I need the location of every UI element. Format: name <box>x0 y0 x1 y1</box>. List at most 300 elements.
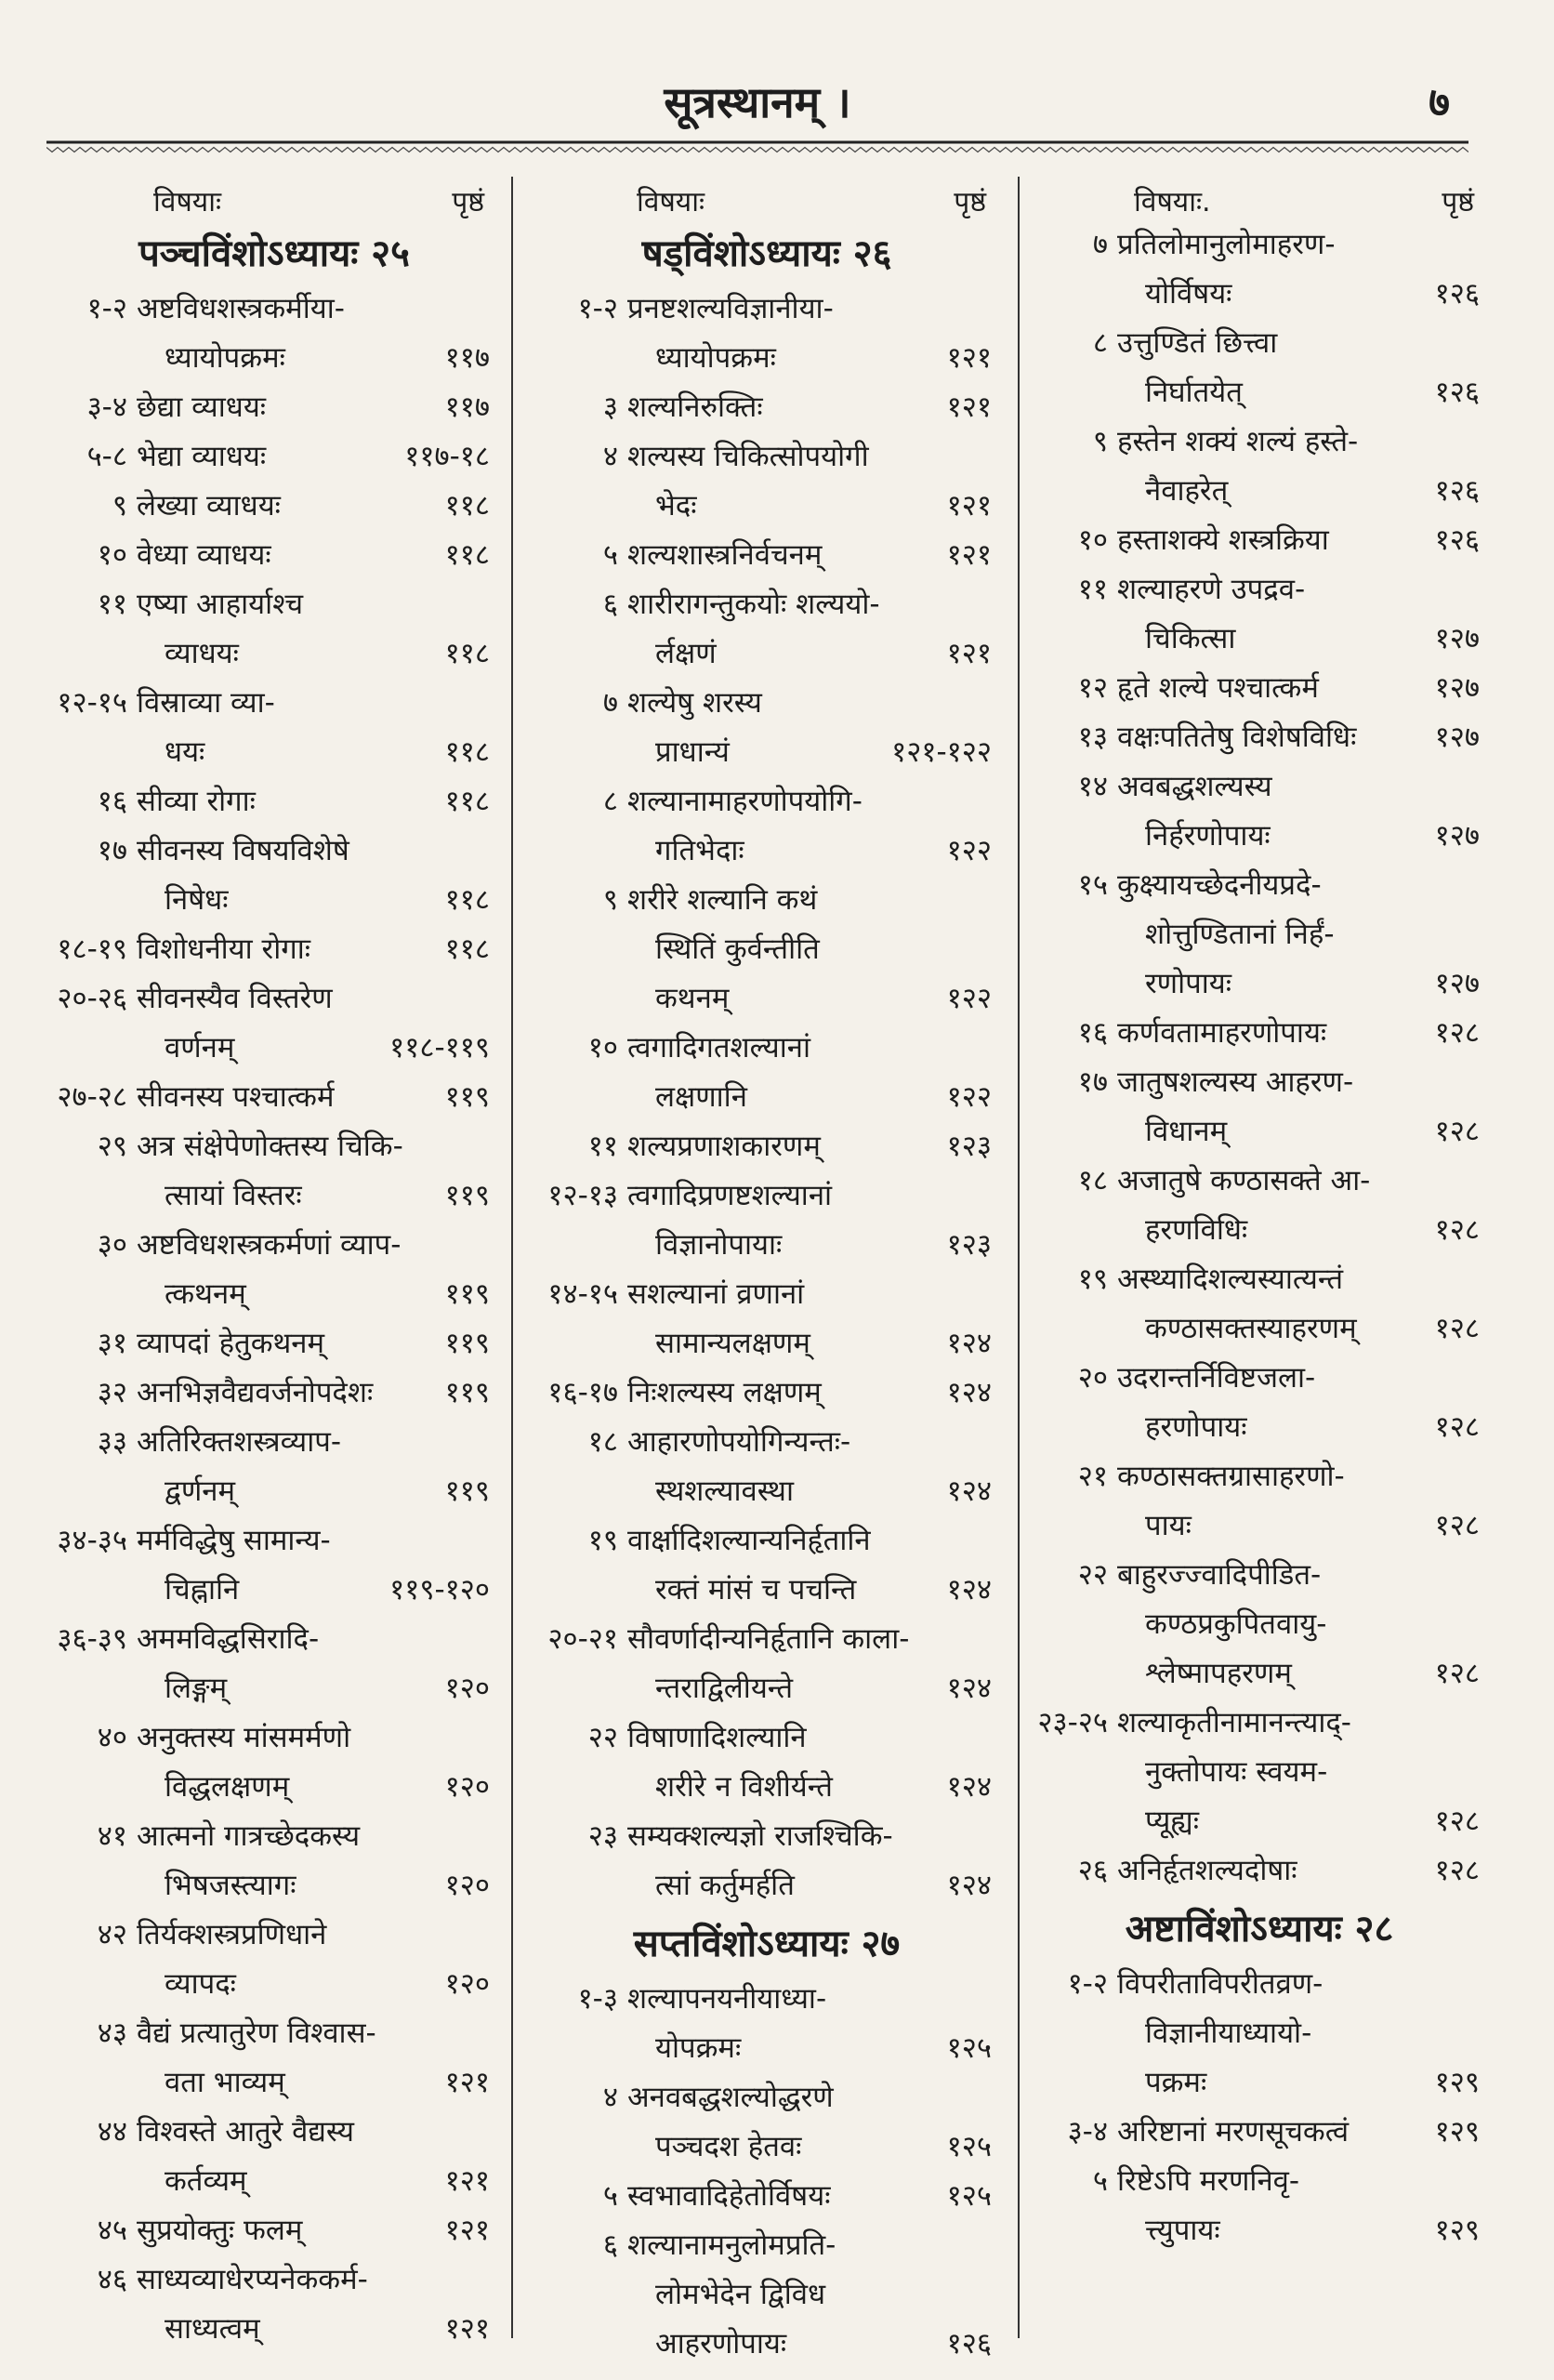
entry-line <box>525 1516 1008 1566</box>
entry-page: १२१ <box>444 2066 490 2099</box>
entry-line <box>525 2122 1008 2172</box>
entry-text: प्रतिलोमानुलोमाहरण- <box>1117 228 1336 261</box>
entry-text: विस्राव्या व्या- <box>137 686 275 720</box>
entry-page: १२७ <box>1434 671 1480 705</box>
entry-number: २७-२८ <box>57 1080 127 1114</box>
entry-line <box>1022 1255 1496 1304</box>
entry-line <box>42 432 507 482</box>
entry-text: शल्याकृतीनामानन्त्याद्- <box>1117 1706 1351 1739</box>
entry-text: तिर्यक्शस्त्रप्रणिधाने <box>137 1918 327 1951</box>
entry-text: साध्यत्वम् <box>165 2312 260 2346</box>
entry-text: निर्हरणोपायः <box>1145 819 1271 853</box>
index-entry <box>42 1516 507 1615</box>
index-entry <box>1022 2157 1496 2255</box>
entry-number: २२ <box>587 1721 618 1754</box>
entry-text: एष्या आहार्याश्च <box>137 588 304 621</box>
entry-line <box>42 2255 507 2305</box>
entry-number: ६ <box>602 2228 618 2262</box>
entry-text: श्लेष्मापहरणम् <box>1145 1657 1292 1690</box>
entry-number: ९ <box>112 489 127 522</box>
entry-line <box>42 728 507 777</box>
page-header <box>46 56 1468 139</box>
entry-text: द्वर्णनम् <box>165 1474 235 1508</box>
index-entry <box>1022 1354 1496 1452</box>
entry-line <box>1022 1403 1496 1452</box>
entry-number: १७ <box>97 834 127 867</box>
entry-page: ११७ <box>444 341 490 375</box>
entry-text: विषाणादिशल्यानि <box>627 1721 807 1754</box>
entry-text: अतिरिक्तशस्त्रव्याप- <box>137 1425 342 1459</box>
index-entry <box>525 1812 1008 1911</box>
entry-line <box>42 2157 507 2206</box>
entry-text: पञ्चदश हेतवः <box>655 2130 802 2163</box>
entry-line <box>525 580 1008 629</box>
entry-text: त्वगादिप्रणष्टशल्यानां <box>627 1179 833 1212</box>
entry-text: पायः <box>1145 1509 1192 1542</box>
entry-line <box>42 1713 507 1763</box>
entry-line <box>1022 368 1496 417</box>
index-entry <box>525 1975 1008 2073</box>
entry-line <box>42 1812 507 1861</box>
index-entry <box>525 531 1008 580</box>
subject-label: विषयाः <box>153 186 222 218</box>
entry-number: २३ <box>587 1819 618 1853</box>
entry-line <box>1022 2108 1496 2157</box>
entry-text: व्यापदां हेतुकथनम् <box>137 1327 325 1360</box>
index-entry <box>525 1713 1008 1812</box>
entry-line <box>525 531 1008 580</box>
entry-text: कण्ठप्रकुपितवायु- <box>1145 1607 1327 1641</box>
entry-text: रिष्टेऽपि मरणनिवृ- <box>1117 2164 1300 2198</box>
entry-number: ३४-३५ <box>57 1524 127 1557</box>
index-entry <box>1022 319 1496 417</box>
entry-line <box>525 1566 1008 1615</box>
entry-page: ११८ <box>444 489 490 522</box>
entry-text: वर्णनम् <box>165 1031 235 1064</box>
index-entry <box>42 2206 507 2255</box>
entry-text: लिङ्गम् <box>165 1672 228 1705</box>
entry-page: १२४ <box>946 1869 992 1902</box>
entry-number: १० <box>1077 523 1108 557</box>
entry-page: ११८ <box>444 637 490 670</box>
index-entry <box>525 284 1008 383</box>
entry-page: १२७ <box>1434 622 1480 655</box>
entry-text: भिषजस्त्यागः <box>165 1869 296 1902</box>
header-rule <box>46 139 1468 154</box>
entry-line <box>525 679 1008 728</box>
index-entry <box>1022 713 1496 762</box>
entry-page: १२६ <box>1434 277 1480 311</box>
entry-line <box>1022 1452 1496 1501</box>
entry-page: १२४ <box>946 1573 992 1606</box>
index-entry <box>42 974 507 1073</box>
page-label: पृष्ठं <box>452 186 484 218</box>
entry-line <box>525 1171 1008 1221</box>
entry-text: लक्षणानि <box>655 1080 747 1114</box>
entry-number: ३१ <box>97 1327 127 1360</box>
entry-page: १२९ <box>1434 2115 1480 2149</box>
entry-text: भेदः <box>655 489 697 522</box>
entry-text: आत्मनो गात्रच्छेदकस्य <box>137 1819 361 1853</box>
entry-text: उदरान्तर्निविष्टजला- <box>1117 1361 1316 1395</box>
entry-number: ४४ <box>97 2115 127 2149</box>
entry-text: प्राधान्यं <box>655 735 730 769</box>
entry-number: ३६-३९ <box>57 1622 127 1656</box>
index-entry <box>1022 1960 1496 2108</box>
entry-text: छेद्या व्याधयः <box>137 390 267 424</box>
entry-line <box>42 1270 507 1319</box>
entry-line <box>1022 270 1496 319</box>
entry-line <box>42 284 507 334</box>
entry-line <box>1022 2206 1496 2255</box>
entry-number: ३-४ <box>86 390 127 424</box>
entry-number: ७ <box>602 686 618 720</box>
entry-text: लोमभेदेन द्विविध <box>655 2278 826 2311</box>
entry-text: शल्याहरणे उपद्रव- <box>1117 573 1306 606</box>
entry-text: अनुक्तस्य मांसमर्मणो <box>137 1721 351 1754</box>
entry-line <box>1022 417 1496 467</box>
entry-text: त्सां कर्तुमर्हति <box>655 1869 795 1902</box>
entry-text: स्वभावादिहेतोर्विषयः <box>627 2179 831 2213</box>
entry-page: १२८ <box>1434 1115 1480 1148</box>
index-entry <box>42 482 507 531</box>
entry-text: योर्विषयः <box>1145 277 1232 311</box>
entry-line <box>42 679 507 728</box>
chapter-heading: अष्टाविंशोऽध्यायः २८ <box>1125 1908 1394 1950</box>
index-entry <box>525 383 1008 432</box>
entry-page: १२९ <box>1434 2066 1480 2099</box>
entry-page: १२८ <box>1434 1213 1480 1247</box>
entry-line <box>1022 664 1496 713</box>
index-entry <box>1022 1551 1496 1699</box>
index-entry <box>525 876 1008 1024</box>
entry-page: १२४ <box>946 1376 992 1409</box>
index-entry <box>42 1221 507 1319</box>
entry-text: ध्यायोपक्रमः <box>165 341 285 375</box>
entry-number: १८ <box>1077 1164 1108 1197</box>
entry-page: १२२ <box>946 1080 992 1114</box>
index-entry <box>42 826 507 925</box>
entry-line <box>42 1664 507 1713</box>
entry-line <box>1022 2157 1496 2206</box>
entry-line <box>525 1024 1008 1073</box>
entry-text: शल्येषु शरस्य <box>627 686 762 720</box>
entry-text: प्यूह्यः <box>1145 1805 1199 1838</box>
entry-text: र्लक्षणं <box>655 637 717 670</box>
entry-line <box>525 1615 1008 1664</box>
entry-text: कण्ठासक्तस्याहरणम् <box>1145 1312 1357 1345</box>
index-entry <box>525 1418 1008 1516</box>
entry-text: अनवबद्धशल्योद्धरणे <box>627 2081 834 2114</box>
entry-number: १-२ <box>1067 1967 1108 2001</box>
entry-text: स्थशल्यावस्था <box>655 1474 795 1508</box>
entry-number: २०-२६ <box>57 982 127 1015</box>
subject-label: विषयाः <box>637 186 705 218</box>
entry-text: अममविद्धसिरादि- <box>137 1622 320 1656</box>
index-entry <box>525 2073 1008 2172</box>
entry-text: उत्तुण्डितं छित्त्वा <box>1117 326 1278 360</box>
entry-text: योपक्रमः <box>655 2031 742 2065</box>
entry-text: वक्षःपतितेषु विशेषविधिः <box>1117 721 1357 754</box>
entry-text: शारीरागन्तुकयोः शल्ययो- <box>627 588 880 621</box>
entry-page: १२३ <box>946 1130 992 1163</box>
entry-line <box>525 2073 1008 2122</box>
entry-text: विशोधनीया रोगाः <box>137 932 310 966</box>
entry-line <box>525 876 1008 925</box>
index-entry <box>525 679 1008 777</box>
entry-line <box>1022 2058 1496 2108</box>
index-entry <box>1022 2108 1496 2157</box>
entry-line <box>42 1467 507 1516</box>
entry-line <box>525 2221 1008 2270</box>
index-entry <box>1022 516 1496 565</box>
entry-text: कुक्ष्यायच्छेदनीयप्रदे- <box>1117 868 1322 902</box>
entry-text: धयः <box>165 735 205 769</box>
entry-text: मर्मविद्धेषु सामान्य- <box>137 1524 331 1557</box>
entry-text: विज्ञानीयाध्यायो- <box>1145 2016 1312 2050</box>
entry-text: शरीरे शल्यानि कथं <box>627 883 818 917</box>
entry-number: ४५ <box>97 2214 127 2247</box>
entry-line <box>525 1713 1008 1763</box>
entry-text: अरिष्टानां मरणसूचकत्वं <box>1117 2115 1350 2149</box>
entry-text: अनिर्हृतशल्यदोषाः <box>1117 1854 1297 1887</box>
entry-line <box>42 2206 507 2255</box>
entry-line <box>42 777 507 826</box>
entry-text: हरणविधिः <box>1145 1213 1248 1247</box>
index-entry <box>42 925 507 974</box>
index-entry <box>42 1812 507 1911</box>
entry-line <box>42 1221 507 1270</box>
entry-page: ११९ <box>444 1474 490 1508</box>
entry-number: २०-२१ <box>547 1622 618 1656</box>
entry-text: आहरणोपायः <box>655 2327 787 2360</box>
index-entry <box>1022 1699 1496 1846</box>
index-entry <box>1022 861 1496 1009</box>
entry-line <box>42 1171 507 1221</box>
entry-line <box>42 334 507 383</box>
entry-text: प्रनष्टशल्यविज्ञानीया- <box>627 292 834 325</box>
entry-text: शल्यनिरुक्तिः <box>627 390 763 424</box>
entry-page: ११८ <box>444 735 490 769</box>
entry-text: रणोपायः <box>1145 967 1231 1000</box>
entry-line <box>1022 565 1496 615</box>
entry-line <box>525 1221 1008 1270</box>
entry-page: १२४ <box>946 1474 992 1508</box>
entry-page: १२१ <box>444 2164 490 2198</box>
entry-text: ध्यायोपक्रमः <box>655 341 776 375</box>
entry-text: अष्टविधशस्त्रकर्मणां व्याप- <box>137 1228 402 1262</box>
entry-line <box>525 629 1008 679</box>
entry-page: १२६ <box>1434 474 1480 508</box>
entry-line <box>1022 1797 1496 1846</box>
entry-page: १२८ <box>1434 1657 1480 1690</box>
entry-number: १८ <box>587 1425 618 1459</box>
entry-line <box>1022 1960 1496 2009</box>
entry-line <box>525 284 1008 334</box>
entry-line <box>1022 516 1496 565</box>
index-entry <box>1022 220 1496 319</box>
entry-line <box>525 1763 1008 1812</box>
entry-page: १२६ <box>1434 523 1480 557</box>
entry-line <box>42 1418 507 1467</box>
entry-page: ११९ <box>444 1179 490 1212</box>
entry-page: १२० <box>444 1672 490 1705</box>
entry-line <box>42 974 507 1024</box>
entry-text: हस्ताशक्ये शस्त्रक्रिया <box>1117 523 1329 557</box>
entry-text: सामान्यलक्षणम् <box>655 1327 810 1360</box>
entry-text: कर्णवतामाहरणोपायः <box>1117 1016 1327 1050</box>
entry-text: वैद्यं प्रत्यातुरेण विश्वास- <box>137 2016 376 2050</box>
entry-line <box>42 383 507 432</box>
entry-text: बाहुरज्ज्वादिपीडित- <box>1117 1558 1322 1592</box>
entry-number: ११ <box>97 588 127 621</box>
entry-line <box>1022 1304 1496 1354</box>
entry-number: १३ <box>1077 721 1108 754</box>
entry-page: १२१ <box>946 341 992 375</box>
entry-number: ३३ <box>97 1425 127 1459</box>
entry-number: ३ <box>602 390 618 424</box>
entry-number: २१ <box>1077 1460 1108 1493</box>
entry-text: शोत्तुण्डितानां निर्हं- <box>1145 918 1335 951</box>
entry-number: १६ <box>97 785 127 818</box>
entry-line <box>42 1960 507 2009</box>
entry-page: १२३ <box>946 1228 992 1262</box>
entry-text: व्याधयः <box>165 637 239 670</box>
entry-number: ४६ <box>97 2263 127 2296</box>
column-header <box>525 172 1008 220</box>
entry-page: ११८ <box>444 538 490 572</box>
entry-page: १२५ <box>946 2179 992 2213</box>
index-entry <box>525 777 1008 876</box>
index-entry <box>42 531 507 580</box>
index-entry <box>42 777 507 826</box>
entry-text: सीवनस्य विषयविशेषे <box>137 834 349 867</box>
index-entry <box>42 1713 507 1812</box>
index-entry <box>42 1073 507 1122</box>
entry-text: पक्रमः <box>1145 2066 1207 2099</box>
entry-text: निषेधः <box>165 883 229 917</box>
index-entry <box>525 2221 1008 2369</box>
entry-page: ११८-११९ <box>389 1031 490 1064</box>
index-entry <box>525 580 1008 679</box>
index-column-1 <box>42 172 507 2347</box>
entry-number: २६ <box>1077 1854 1108 1887</box>
entry-line <box>42 826 507 876</box>
entry-text: अत्र संक्षेपेणोक्तस्य चिकि- <box>137 1130 403 1163</box>
index-entry <box>1022 1157 1496 1255</box>
entry-number: ११ <box>587 1130 618 1163</box>
entry-text: कण्ठासक्तग्रासाहरणो- <box>1117 1460 1345 1493</box>
entry-text: विज्ञानोपायाः <box>655 1228 783 1262</box>
entry-number: २३-२५ <box>1037 1706 1108 1739</box>
entry-text: अस्थ्यादिशल्यस्यात्यन्तं <box>1117 1263 1344 1296</box>
entry-number: १० <box>97 538 127 572</box>
entry-number: १९ <box>1077 1263 1108 1296</box>
entry-line <box>1022 959 1496 1009</box>
entry-page: १२७ <box>1434 967 1480 1000</box>
entry-line <box>525 728 1008 777</box>
entry-line <box>42 531 507 580</box>
entry-line <box>1022 1699 1496 1748</box>
entry-text: विपरीताविपरीतव्रण- <box>1117 1967 1324 2001</box>
index-entry <box>42 432 507 482</box>
entry-line <box>525 2270 1008 2320</box>
entry-line <box>1022 615 1496 664</box>
entry-number: १० <box>587 1031 618 1064</box>
entry-number: ५ <box>602 538 618 572</box>
entry-number: १६ <box>1077 1016 1108 1050</box>
entry-line <box>1022 1107 1496 1157</box>
entry-page: १२४ <box>946 1327 992 1360</box>
entry-number: १२ <box>1077 671 1108 705</box>
entry-line <box>525 1418 1008 1467</box>
entry-text: सौवर्णादीन्यनिर्हृतानि काला- <box>627 1622 910 1656</box>
entry-text: सुप्रयोक्तुः फलम् <box>137 2214 303 2247</box>
index-entry <box>525 1516 1008 1615</box>
entry-page: १२५ <box>946 2031 992 2065</box>
entry-number: ३२ <box>97 1376 127 1409</box>
entry-number: ६ <box>602 588 618 621</box>
entry-text: अनभिज्ञवैद्यवर्जनोपदेशः <box>137 1376 374 1409</box>
entry-number: ४१ <box>97 1819 127 1853</box>
entry-number: १८-१९ <box>57 932 127 966</box>
column-header <box>42 172 507 220</box>
entry-text: त्त्युपायः <box>1145 2214 1220 2247</box>
entry-text: चिकित्सा <box>1145 622 1236 655</box>
entry-line <box>525 1467 1008 1516</box>
entry-page: १२१ <box>946 538 992 572</box>
entry-page: १२१ <box>946 637 992 670</box>
entry-page: १२६ <box>1434 376 1480 409</box>
index-entry <box>525 1615 1008 1713</box>
entry-line <box>1022 1009 1496 1058</box>
entry-page: ११९ <box>444 1376 490 1409</box>
entry-line <box>42 1122 507 1171</box>
entry-text: सीवनस्य पश्चात्कर्म <box>137 1080 335 1114</box>
entry-line <box>1022 1058 1496 1107</box>
entry-line <box>525 1812 1008 1861</box>
index-entry <box>525 1024 1008 1122</box>
entry-line <box>42 1763 507 1812</box>
entry-page: १२१ <box>444 2214 490 2247</box>
entry-text: त्कथनम् <box>165 1277 246 1311</box>
entry-page: १२० <box>444 1967 490 2001</box>
entry-page: ११८ <box>444 883 490 917</box>
entry-number: ८ <box>1092 326 1108 360</box>
entry-page: ११९ <box>444 1277 490 1311</box>
entry-line <box>42 2058 507 2108</box>
entry-text: आहारणोपयोगिन्यन्तः- <box>627 1425 851 1459</box>
entry-line <box>525 777 1008 826</box>
entry-line <box>42 1566 507 1615</box>
entry-text: कथनम् <box>655 982 730 1015</box>
entry-line <box>1022 220 1496 270</box>
entry-page: १२१ <box>946 489 992 522</box>
entry-number: १५ <box>1077 868 1108 902</box>
entry-line <box>42 1073 507 1122</box>
entry-text: अजातुषे कण्ठासक्ते आ- <box>1117 1164 1371 1197</box>
entry-line <box>1022 812 1496 861</box>
entry-number: ५ <box>1092 2164 1108 2198</box>
entry-text: निःशल्यस्य लक्षणम् <box>627 1376 822 1409</box>
index-entry <box>1022 1452 1496 1551</box>
entry-page: १२७ <box>1434 819 1480 853</box>
entry-number: ५ <box>602 2179 618 2213</box>
entry-text: सम्यक्शल्यज्ञो राजश्चिकि- <box>627 1819 893 1853</box>
entry-text: सीव्या रोगाः <box>137 785 256 818</box>
entry-line <box>525 1664 1008 1713</box>
entry-line <box>1022 1206 1496 1255</box>
